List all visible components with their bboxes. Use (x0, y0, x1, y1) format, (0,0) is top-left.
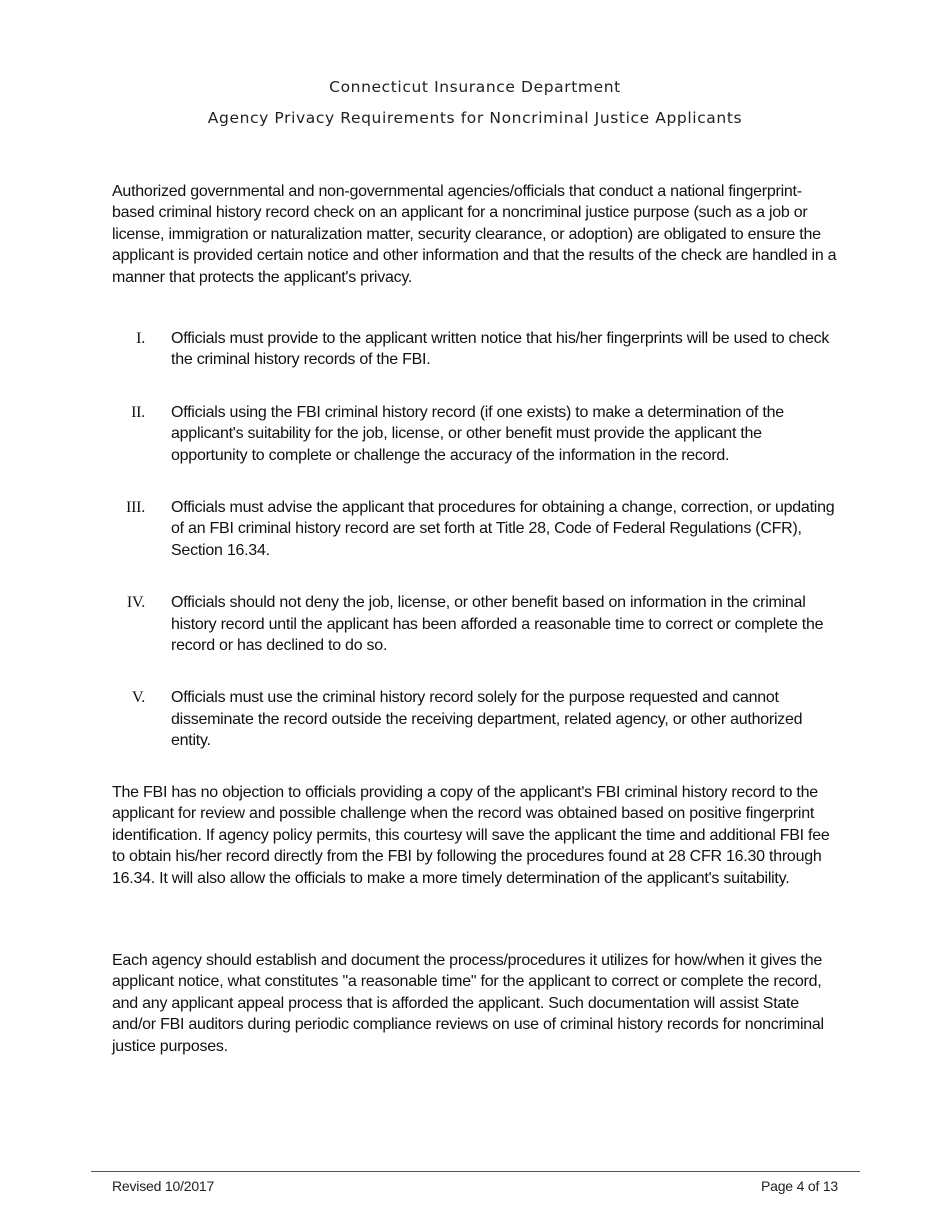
requirement-text: Officials must use the criminal history record solely for the purpose requested and cannot disseminate the record outside the receiving department, related agency, or other authorized entity. (171, 689, 803, 750)
requirement-item (112, 497, 842, 561)
requirement-marker: I. (136, 330, 145, 347)
document-title: Agency Privacy Requirements for Noncriminal Justice Applicants (207, 109, 743, 127)
requirement-marker: III. (126, 499, 145, 517)
requirement-text: Officials using the FBI criminal history record (if one exists) to make a determination of the applicant's suitability for the job, license, or other benefit must provide the applicant the opportunity to complete or challenge the accuracy of the information in the record. (171, 403, 784, 464)
requirement-marker: IV. (126, 594, 145, 612)
requirement-marker: V. (132, 689, 145, 707)
requirement-item (112, 328, 842, 371)
revision-date: Revised 10/2017 (112, 1178, 215, 1194)
agency-paragraph: Each agency should establish and document the process/procedures it utilizes for how/when it gives the applicant notice, what constitutes "a reasonable time" for the applicant to correct or complete the record, and any applicant appeal process that is afforded the applicant. Such documentation will assist State and/or FBI auditors during periodic compliance reviews on use of criminal history records for noncriminal justice purposes. (112, 952, 824, 1055)
requirement-item (112, 592, 842, 656)
requirement-text: Officials should not deny the job, license, or other benefit based on information in the criminal history record until the applicant has been afforded a reasonable time to correct or complete the record or has declined to do so. (171, 594, 824, 655)
requirement-text: Officials must provide to the applicant written notice that his/her fingerprints will be used to check the criminal history records of the FBI. (171, 330, 830, 369)
requirement-item (112, 687, 842, 751)
footer-divider (91, 1171, 860, 1172)
requirements-list (112, 328, 842, 783)
page-number: Page 4 of 13 (761, 1178, 838, 1194)
document-header (0, 76, 950, 129)
requirement-text: Officials must advise the applicant that procedures for obtaining a change, correction, or updating of an FBI criminal history record are set forth at Title 28, Code of Federal Regulations (CFR), Section 16.34. (171, 499, 835, 559)
fbi-paragraph: The FBI has no objection to officials providing a copy of the applicant's FBI criminal history record to the applicant for review and possible challenge when the record was obtained based on positive fingerprint identification. If agency policy permits, this courtesy will save the applicant the time and additional FBI fee to obtain his/her record directly from the FBI by following the procedures found at 28 CFR 16.30 through 16.34. It will also allow the officials to make a more timely determination of the applicant's suitability. (112, 784, 830, 887)
requirement-item (112, 402, 842, 466)
intro-paragraph: Authorized governmental and non-governmental agencies/officials that conduct a national fingerprint-based criminal history record check on an applicant for a noncriminal justice purpose (such as a job or license, immigration or naturalization matter, security clearance, or adoption) are obligated to ensure the applicant is provided certain notice and other information and that the results of the check are handled in a manner that protects the applicant's privacy. (112, 183, 837, 286)
requirement-marker: II. (131, 403, 145, 421)
organization-name: Connecticut Insurance Department (329, 78, 621, 96)
